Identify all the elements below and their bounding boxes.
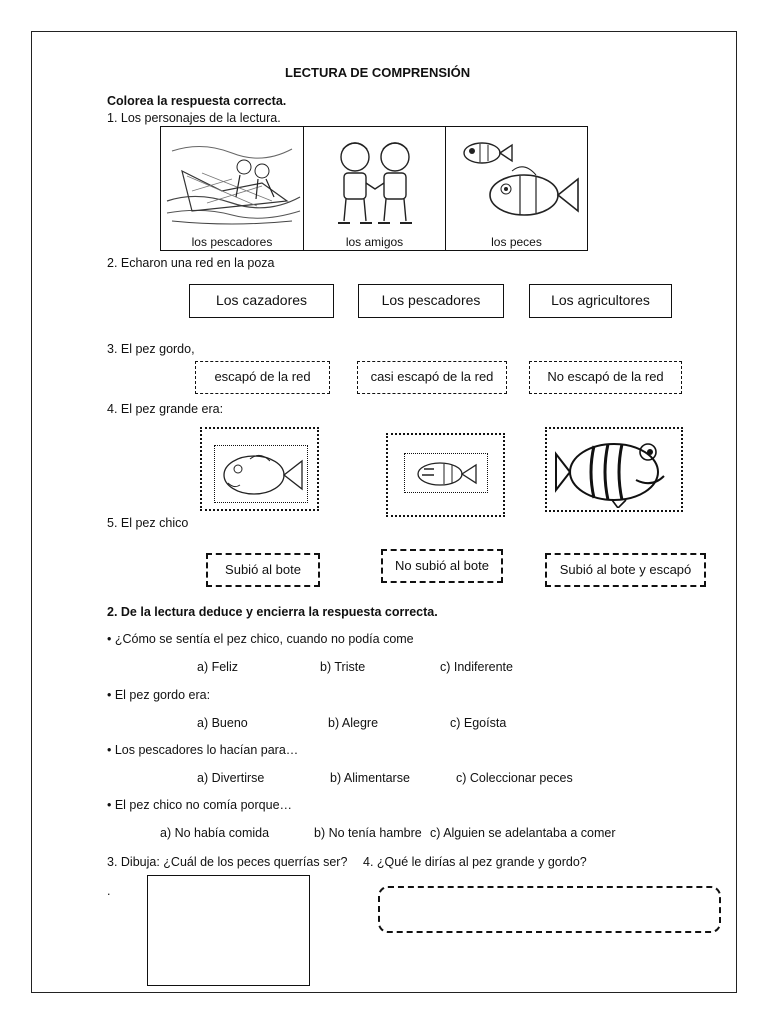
option-boarded-escaped[interactable]: Subió al bote y escapó (545, 553, 706, 587)
option-boarded[interactable]: Subió al bote (206, 553, 320, 587)
friends-illustration (320, 133, 430, 233)
dot-mark: . (107, 884, 111, 898)
option-fishermen[interactable]: Los pescadores (358, 284, 504, 318)
fish-option-2[interactable] (386, 433, 505, 517)
small-fish-icon (410, 457, 480, 491)
deduce-question-2: • El pez gordo era: (107, 688, 211, 702)
question-5: 5. El pez chico (107, 516, 189, 530)
question-2: 2. Echaron una red en la poza (107, 256, 275, 270)
answer-option[interactable]: c) Indiferente (440, 660, 513, 674)
option-cell-fish[interactable] (446, 127, 587, 251)
answer-option[interactable]: a) Bueno (197, 716, 248, 730)
answer-option[interactable]: a) No había comida (160, 826, 270, 840)
option-label: los amigos (345, 235, 404, 249)
big-fish-icon (552, 432, 678, 508)
answer-option[interactable]: c) Alguien se adelantaba a comer (430, 826, 616, 840)
fat-fish-icon (216, 447, 306, 501)
deduce-question-1: • ¿Cómo se sentía el pez chico, cuando no podía come (107, 632, 414, 646)
question-3: 3. El pez gordo, (107, 342, 195, 356)
option-label: los pescadores (191, 235, 273, 249)
option-farmers[interactable]: Los agricultores (529, 284, 672, 318)
option-almost-escaped[interactable]: casi escapó de la red (357, 361, 507, 394)
answer-option[interactable]: b) Alimentarse (330, 771, 410, 785)
characters-table (160, 126, 588, 251)
section-2-heading: 2. De la lectura deduce y encierra la respuesta correcta. (107, 605, 438, 619)
option-label: los peces (491, 235, 542, 249)
say-question: 4. ¿Qué le dirías al pez grande y gordo? (363, 855, 587, 869)
page-title: LECTURA DE COMPRENSIÓN (285, 65, 471, 80)
option-escaped[interactable]: escapó de la red (195, 361, 330, 394)
question-4: 4. El pez grande era: (107, 402, 224, 416)
answer-option[interactable]: b) Alegre (328, 716, 379, 730)
option-not-escaped[interactable]: No escapó de la red (529, 361, 682, 394)
answer-option[interactable]: b) Triste (320, 660, 366, 674)
fish-option-3[interactable] (545, 427, 683, 512)
fishermen-illustration (162, 131, 302, 231)
fish-illustration (452, 131, 582, 231)
deduce-question-3: • Los pescadores lo hacían para… (107, 743, 299, 757)
answer-option[interactable]: c) Egoísta (450, 716, 507, 730)
option-cell-fishermen[interactable] (161, 127, 304, 251)
option-hunters[interactable]: Los cazadores (189, 284, 334, 318)
fish-option-1[interactable] (200, 427, 319, 511)
draw-question: 3. Dibuja: ¿Cuál de los peces querrías ser? (107, 855, 348, 869)
option-not-boarded[interactable]: No subió al bote (381, 549, 503, 583)
answer-area[interactable] (378, 886, 721, 933)
option-cell-friends[interactable] (304, 127, 446, 251)
instruction: Colorea la respuesta correcta. (107, 94, 287, 108)
answer-option[interactable]: a) Feliz (197, 660, 238, 674)
drawing-area[interactable] (147, 875, 310, 986)
question-1: 1. Los personajes de la lectura. (107, 111, 281, 125)
answer-option[interactable]: a) Divertirse (197, 771, 265, 785)
answer-option[interactable]: b) No tenía hambre (314, 826, 422, 840)
answer-option[interactable]: c) Coleccionar peces (456, 771, 573, 785)
deduce-question-4: • El pez chico no comía porque… (107, 798, 293, 812)
